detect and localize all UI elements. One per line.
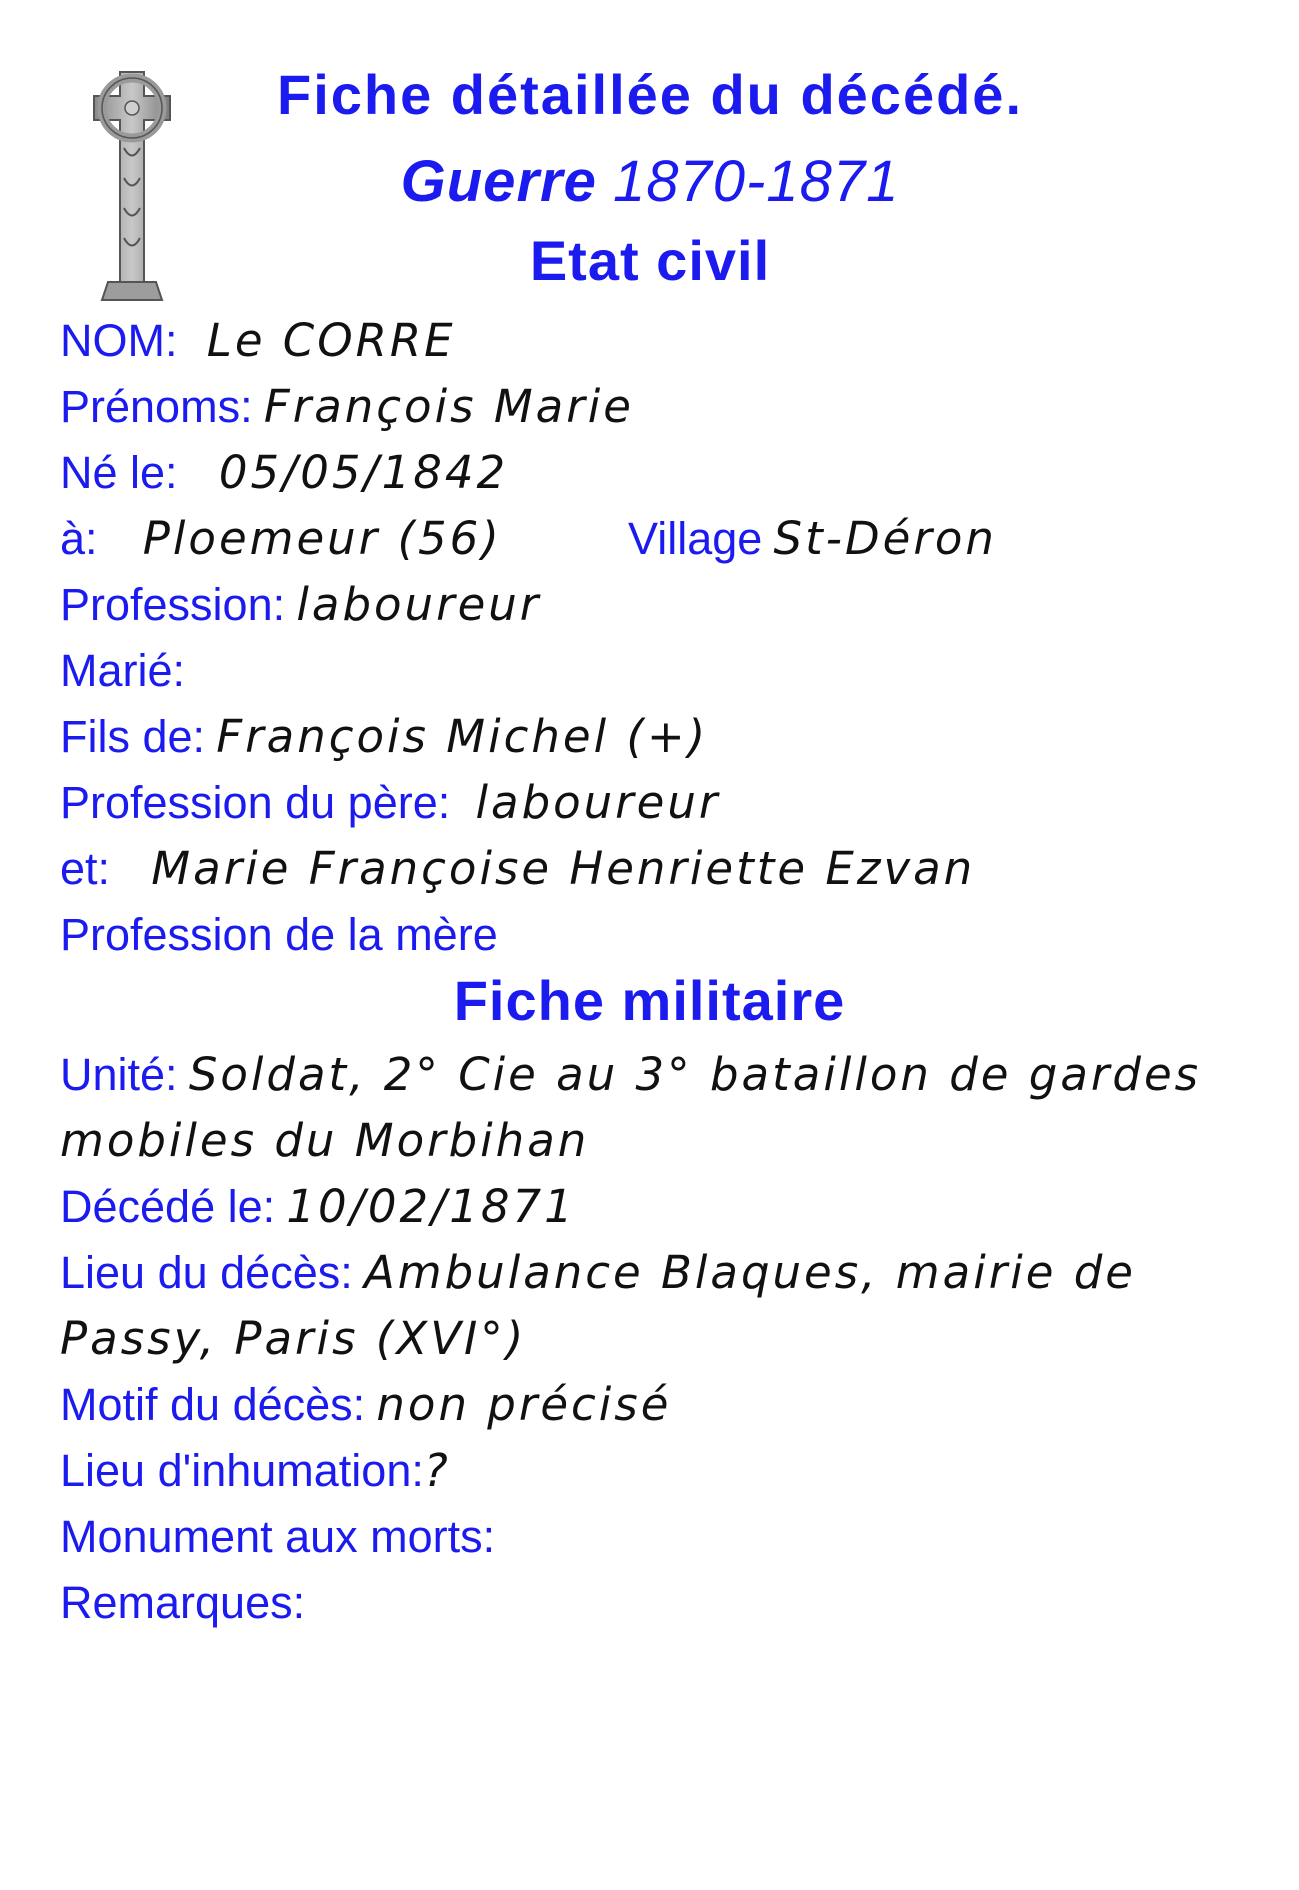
field-mere: [60, 842, 975, 896]
value-mere: Marie Françoise Henriette Ezvan: [151, 842, 976, 895]
section-civil-title: Etat civil: [529, 229, 771, 292]
war-heading: [240, 148, 1060, 215]
label-ne-le: Né le:: [60, 447, 178, 498]
label-a: à:: [60, 513, 98, 564]
label-profession: Profession:: [60, 579, 286, 630]
value-a: Ploemeur (56): [142, 512, 502, 565]
value-profession: laboureur: [296, 578, 542, 631]
value-profession-pere: laboureur: [475, 776, 721, 829]
value-village: St-Déron: [773, 512, 997, 565]
section-military-title: Fiche militaire: [453, 969, 846, 1032]
label-lieu-deces: Lieu du décès:: [60, 1247, 353, 1298]
value-lieu-deces-line1: Ambulance Blaques, mairie de: [363, 1246, 1136, 1299]
value-motif: non précisé: [376, 1378, 672, 1431]
value-unite-line2: mobiles du Morbihan: [60, 1114, 590, 1167]
value-unite-line1: Soldat, 2° Cie au 3° bataillon de gardes: [188, 1048, 1202, 1101]
field-birthplace: [60, 512, 502, 566]
label-et: et:: [60, 843, 111, 894]
value-decede-le: 10/02/1871: [286, 1180, 576, 1233]
value-inhumation: ?: [423, 1444, 451, 1497]
field-unite-cont: [60, 1114, 589, 1168]
label-motif: Motif du décès:: [60, 1379, 366, 1430]
value-nom: Le CORRE: [206, 314, 456, 367]
value-fils-de: François Michel (+): [216, 710, 709, 763]
field-fils-de: [60, 710, 708, 764]
field-unite: [60, 1048, 1201, 1102]
celtic-cross-icon: [72, 68, 192, 304]
war-years: 1870-1871: [612, 149, 900, 214]
field-remarques: [60, 1576, 305, 1630]
label-profession-mere: Profession de la mère: [60, 909, 498, 960]
label-unite: Unité:: [60, 1049, 178, 1100]
war-word: Guerre: [400, 149, 597, 214]
field-profession-mere: [60, 908, 498, 962]
label-decede-le: Décédé le:: [60, 1181, 276, 1232]
field-village: [628, 512, 997, 566]
label-fils-de: Fils de:: [60, 711, 206, 762]
label-remarques: Remarques:: [60, 1577, 306, 1628]
label-profession-pere: Profession du père:: [60, 777, 451, 828]
label-prenoms: Prénoms:: [60, 381, 253, 432]
field-lieu-deces-cont: [60, 1312, 526, 1366]
field-decede-le: [60, 1180, 576, 1234]
field-nom: [60, 314, 456, 368]
label-village: Village: [628, 513, 763, 564]
field-motif: [60, 1378, 671, 1432]
field-ne-le: [60, 446, 508, 500]
label-nom: NOM:: [60, 315, 178, 366]
field-prenoms: [60, 380, 634, 434]
field-marie: [60, 644, 185, 698]
field-profession-pere: [60, 776, 720, 830]
field-inhumation: [60, 1444, 451, 1498]
value-lieu-deces-line2: Passy, Paris (XVI°): [60, 1312, 527, 1365]
field-monument: [60, 1510, 495, 1564]
value-prenoms: François Marie: [263, 380, 634, 433]
value-ne-le: 05/05/1842: [218, 446, 509, 499]
label-marie: Marié:: [60, 645, 186, 696]
label-inhumation: Lieu d'inhumation:: [60, 1445, 424, 1496]
label-monument: Monument aux morts:: [60, 1511, 496, 1562]
field-profession: [60, 578, 541, 632]
field-lieu-deces: [60, 1246, 1136, 1300]
page-title: Fiche détaillée du décédé.: [276, 63, 1023, 126]
